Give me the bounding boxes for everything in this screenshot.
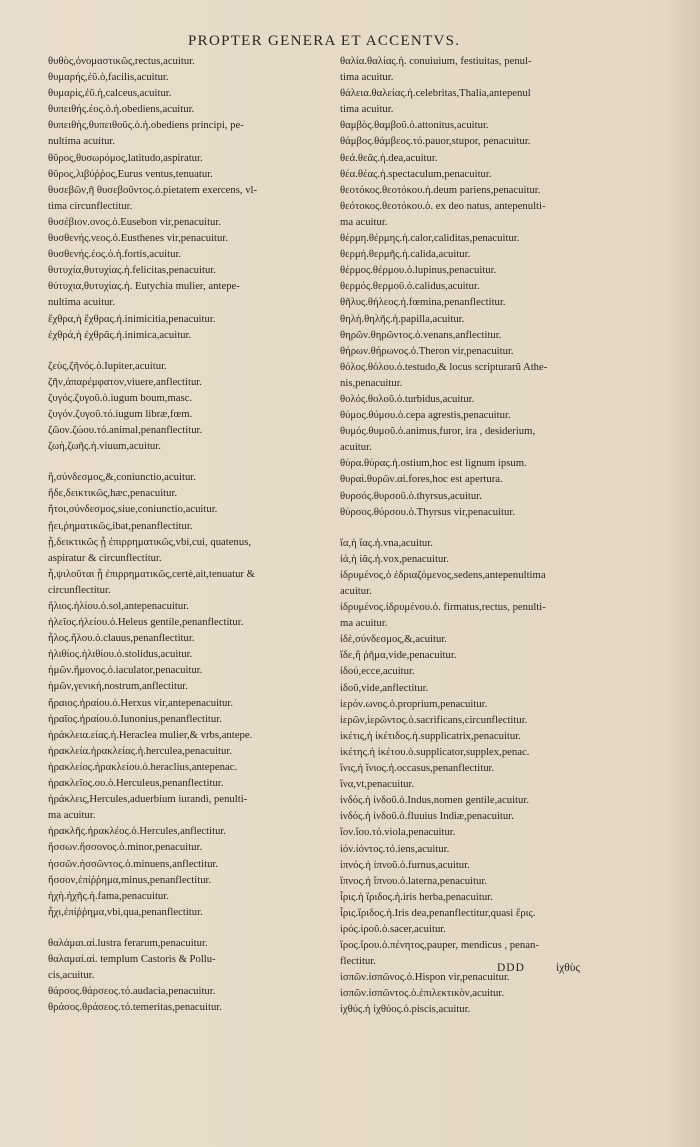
dictionary-line: ἥλιος.ἡλίου.ὁ.sol,antepenacuitur. — [48, 600, 189, 612]
dictionary-line: nis,penacuitur. — [340, 376, 403, 389]
section-gap — [48, 343, 318, 358]
running-header: PROPTER GENERA ET ACCENTVS. — [188, 33, 461, 49]
dictionary-line: θυπειθὴς,θυπειθοῦς.ὁ.ἡ.obediens principi, pe- — [48, 119, 244, 132]
dictionary-line: ἴον.ἴου.τό.viola,penacuitur. — [340, 826, 456, 839]
dictionary-line: ἱερόν.ωνος.ὁ.proprium,penacuitur. — [340, 697, 488, 710]
dictionary-line: ᾗ,δεικτικῶς ᾗ ἐπιρρηματικῶς,vbi,cui, quatenus, — [48, 535, 252, 548]
dictionary-line: ἶρις.ἡ ἴριδος.ἡ.iris herba,penacuitur. — [340, 890, 493, 903]
dictionary-line: θύρα.θύρας.ἡ.ostium,hoc est lignum ipsum. — [340, 457, 527, 470]
dictionary-line: θυρσός.θυρσοῦ.ὁ.thyrsus,acuitur. — [340, 489, 482, 502]
dictionary-line: ἡρακλείος.ἡρακλείου.ὁ.heraclius,antepenac. — [48, 760, 238, 773]
dictionary-line: ζῶον.ζώου.τό.animal,penanflectitur. — [48, 424, 203, 437]
dictionary-line: ἥδε,δεικτικῶς,hæc,penacuitur. — [48, 487, 178, 500]
left-column — [48, 53, 318, 1015]
section-gap — [48, 920, 318, 935]
dictionary-line: ἰχθύς.ἡ ἰχθύος.ὁ.piscis,acuitur. — [340, 1003, 471, 1016]
dictionary-line: θῦρος,θυσωρόμος,latitudo,aspiratur. — [48, 151, 203, 164]
dictionary-line: ἱκέτης.ἡ ἱκέτου.ὁ.supplicator,supplex,penac. — [340, 745, 530, 758]
dictionary-line: ἡράκλεια.είας.ἡ.Heraclea mulier,& vrbs,antepe. — [48, 728, 253, 741]
dictionary-line: ἔχθρα,ἡ ἔχθρας.ἡ.inimicitia,penacuitur. — [48, 312, 216, 325]
dictionary-line: ἥσσων.ἥσσονος.ὁ.minor,penacuitur. — [48, 841, 203, 854]
dictionary-line: ἠλιθίος.ἠλιθίου.ὁ.stolidus,acuitur. — [48, 648, 193, 661]
dictionary-line: ἵνα,vt,penacuitur. — [340, 778, 415, 791]
signature-mark: DDD — [497, 962, 525, 974]
dictionary-line: ἠμῶν.ἤμονος.ὁ.iaculator,penacuitur. — [48, 664, 203, 677]
section-gap — [340, 520, 600, 535]
dictionary-line: θάμβος.θάμβεος.τό.pauor,stupor, penacuitur. — [340, 135, 531, 148]
dictionary-line: ἱρός.ἱροῦ.ὁ.sacer,acuitur. — [340, 922, 446, 935]
dictionary-line: ἰά,ἡ ἰᾶς.ἡ.vox,penacuitur. — [340, 552, 449, 565]
dictionary-line: θολός.θολοῦ.ὁ.turbidus,acuitur. — [340, 392, 475, 405]
dictionary-line: ἡραῖος.ἡραίου.ὁ.Iunonius,penanflectitur. — [48, 712, 222, 725]
dictionary-line: ἡρακλεῖος.ου.ὁ.Herculeus,penanflectitur. — [48, 777, 224, 790]
dictionary-line: tima acuitur. — [340, 103, 394, 116]
dictionary-line: ζῆν,ἀπαρέμφατον,viuere,anflectitur. — [48, 375, 202, 388]
dictionary-line: θυσθενής.νεος.ὁ.Eusthenes vir,penacuitur. — [48, 232, 228, 245]
dictionary-line: ἰσπῶν.ἰσπῶντος.ὁ.ἐπιλεκτικὸν,acuitur. — [340, 987, 505, 1000]
dictionary-line: θηρῶν.θηρῶντος.ὁ.venans,anflectitur. — [340, 328, 502, 341]
dictionary-line: ἢ,σύνδεσμος,&,coniunctio,acuitur. — [48, 471, 196, 484]
dictionary-line: ἶρις.ἴριδος.ἡ.Iris dea,penanflectitur,quasi ἔρις. — [340, 906, 536, 919]
dictionary-line: ἰνδός.ἡ ἰνδοῦ.ὁ.Indus,nomen gentile,acuitur. — [340, 794, 530, 807]
dictionary-line: θόλος.θόλου.ὁ.testudo,& locus scripturarũ Athe- — [340, 360, 548, 373]
section-gap — [48, 454, 318, 469]
dictionary-line: ἦ,ψιλοῦται ᾗ ἐπιρρηματικῶς,certè,ait,tenuatur & — [48, 567, 255, 580]
dictionary-line: ζυγόν.ζυγοῦ.τό.iugum libræ,fœm. — [48, 407, 193, 420]
dictionary-line: ἱδρυμένος.ἱδρυμένου.ὁ. firmatus,rectus, penulti- — [340, 601, 546, 614]
dictionary-line: tima circunflectitur. — [48, 199, 133, 212]
dictionary-line: ἴρος.ἴρου.ὁ.πένητος,pauper, mendicus , penan- — [340, 939, 539, 952]
dictionary-line: ζυγός.ζυγοῦ.ὁ.iugum boum,masc. — [48, 391, 193, 404]
dictionary-line: θῦρος,λιβύῤῥος,Eurus ventus,tenuatur. — [48, 167, 213, 180]
dictionary-line: ἧλος.ἥλου.ὁ.clauus,penanflectitur. — [48, 632, 195, 645]
dictionary-line: θυσέβιον.ονος.ὁ.Eusebon vir,penacuitur. — [48, 215, 222, 228]
dictionary-line: θέα.θέας.ἡ.spectaculum,penacuitur. — [340, 167, 492, 180]
dictionary-line: θαλαμαί.αἱ. templum Castoris & Pollu- — [48, 952, 216, 965]
dictionary-line: circunflectitur. — [48, 583, 111, 596]
dictionary-line: θεά.θεᾶς.ἡ.dea,acuitur. — [340, 151, 438, 164]
dictionary-line: θαμβὸς.θαμβοῦ.ὁ.attonitus,acuitur. — [340, 119, 489, 132]
dictionary-line: θήρων.θήρωνος.ὁ.Theron vir,penacuitur. — [340, 344, 514, 357]
dictionary-line: acuitur. — [340, 585, 372, 597]
dictionary-line: ἱερῶν,ἱερῶντος.ὁ.sacrificans,circunflectitur. — [340, 713, 528, 726]
dictionary-line: ἴπνος.ἡ ἴπνου.ὁ.laterna,penacuitur. — [340, 874, 487, 887]
dictionary-line: aspiratur & circunflectitur. — [48, 551, 162, 564]
dictionary-line: θεοτόκος.θεοτόκου.ἡ.deum pariens,penacuitur. — [340, 183, 541, 196]
right-column — [340, 53, 600, 1018]
dictionary-line: ἰδὲ,σύνδεσμος,&,acuitur. — [340, 633, 447, 646]
dictionary-line: ἴνις,ἡ ἴνιος.ἡ.occasus,penanflectitur. — [340, 762, 495, 775]
dictionary-line: ἡράκλεις,Hercules,aduerbium iurandi, penulti- — [48, 793, 248, 806]
dictionary-line: θυθὸς,ὀνομαστικῶς,rectus,acuitur. — [48, 55, 195, 67]
dictionary-line: tima acuitur. — [340, 71, 394, 84]
dictionary-line: ma acuitur. — [48, 809, 96, 822]
dictionary-line: θυπειθής.έος.ὁ.ἡ.obediens,acuitur. — [48, 103, 195, 116]
dictionary-line: θύρσος.θύρσου.ὁ.Thyrsus vir,penacuitur. — [340, 505, 515, 518]
dictionary-line: ma acuitur. — [340, 215, 388, 228]
dictionary-line: θάλεια.θαλείας.ἡ.celebritas,Thalia,antepenul — [340, 87, 531, 100]
dictionary-line: ἰδού,ecce,acuitur. — [340, 665, 415, 678]
dictionary-line: θέρμος.θέρμου.ὁ.lupinus,penacuitur. — [340, 264, 497, 277]
dictionary-line: θαλάμαι.αἱ.lustra ferarum,penacuitur. — [48, 936, 208, 949]
page-gutter-shadow — [666, 0, 700, 1147]
dictionary-line: θαλία.θαλίας.ἡ. conuiuium, festiuitas, penul- — [340, 55, 532, 67]
dictionary-line: nultima acuitur. — [48, 296, 116, 309]
dictionary-line: ἰδρυμένος,ὁ ἐδριαζόμενος,sedens,antepenultima — [340, 568, 546, 581]
dictionary-line: ἠλεῖος.ἠλείου.ὁ.Heleus gentile,penanflectitur. — [48, 616, 244, 629]
dictionary-line: ἠχὴ.ἠχῆς.ἡ.fama,penacuitur. — [48, 889, 169, 902]
dictionary-line: flectitur. — [340, 955, 376, 968]
dictionary-line: θερμή.θερμῆς.ἡ.calida,acuitur. — [340, 248, 471, 261]
dictionary-line: nultima acuitur. — [48, 135, 116, 148]
catchword: ἰχθὺς — [556, 962, 580, 974]
dictionary-line: ἰνδός.ἡ ἰνδοῦ.ὁ.fluuius Indiæ,penacuitur. — [340, 810, 514, 823]
dictionary-line: θυμαρής,ἐῦ.ὁ,facilis,acuitur. — [48, 71, 169, 84]
dictionary-line: ζωὴ,ζωῆς.ἡ.viuum,acuitur. — [48, 440, 161, 453]
dictionary-line: ἰόν.ἰόντος.τό.iens,acuitur. — [340, 842, 450, 855]
dictionary-line: θυσεβῶν,ῆ θυσεβοῦντος.ὁ.pietatem exercens, vl- — [48, 183, 258, 196]
dictionary-line: θάρσος.θάρσεος.τό.audacia,penacuitur. — [48, 985, 216, 998]
dictionary-line: θύτυχια,θυτυχίας.ἡ. Eutychia mulier, antepe- — [48, 280, 240, 293]
dictionary-line: ζεὺς,ζῆνός.ὁ.Iupiter,acuitur. — [48, 359, 167, 372]
dictionary-line: ἥσσον,ἐπίῤῥημα,minus,penanflectitur. — [48, 873, 212, 886]
dictionary-line: ma acuitur. — [340, 617, 388, 630]
dictionary-line: ἰπνός.ἡ ἰπνοῦ.ὁ.furnus,acuitur. — [340, 858, 470, 871]
dictionary-line: θῆλυς.θήλεος.ἡ.fœmina,penanflectitur. — [340, 296, 506, 309]
dictionary-line: ἡμῶν,γενική,nostrum,anflectitur. — [48, 680, 188, 693]
dictionary-line: acuitur. — [340, 441, 372, 454]
dictionary-line: θύμος.θύμου.ὁ.cepa agrestis,penacuitur. — [340, 409, 511, 422]
dictionary-line: ἐχθρά,ἡ ἐχθρᾶς.ἡ.inimica,acuitur. — [48, 328, 192, 341]
dictionary-line: ᾔει,ῥηματικῶς,ibat,penanflectitur. — [48, 519, 193, 532]
dictionary-line: ἥραιος.ἡραίου.ὁ.Herxus vir,antepenacuitur. — [48, 696, 234, 709]
dictionary-line: ἤτοι,σύνδεσμος,siue,coniunctio,acuitur. — [48, 503, 218, 516]
dictionary-line: ἴδε,ἢ ῥῆμα,vide,penacuitur. — [340, 649, 457, 662]
dictionary-line: ἰδοῦ,vide,anflectitur. — [340, 681, 429, 694]
dictionary-line: θηλὴ.θηλῆς.ἡ.papilla,acuitur. — [340, 312, 465, 325]
dictionary-line: ἡρακλῆς.ἡρακλέος.ὁ.Hercules,anflectitur. — [48, 825, 227, 838]
dictionary-line: cis,acuitur. — [48, 969, 95, 982]
dictionary-line: θράσος.θράσεος.τό.temeritas,penacuitur. — [48, 1001, 222, 1014]
dictionary-line: ἧχι,ἐπίῤῥημα,vbi,qua,penanflectitur. — [48, 905, 203, 918]
dictionary-line: θυτυχία,θυτυχίας.ἡ.felicitas,penacuitur. — [48, 264, 216, 277]
dictionary-line: θυμός.θυμοῦ.ὁ.animus,furor, ira , desiderium, — [340, 425, 536, 438]
dictionary-line: θέρμη.θέρμης.ἡ.calor,caliditas,penacuitur. — [340, 232, 520, 245]
dictionary-line: θυραὶ.θυρῶν.αἱ.fores,hoc est apertura. — [340, 473, 503, 486]
dictionary-line: θυσθενής.έος.ὁ.ἡ.fortis,acuitur. — [48, 248, 182, 261]
dictionary-line: ἰσπῶν.ἰσπῶνος.ὁ.Hispon vir,penacuitur. — [340, 971, 510, 984]
dictionary-line: θερμός.θερμοῦ.ὁ.calidus,acuitur. — [340, 280, 480, 293]
dictionary-line: θυμαρὶς,ἐῦ.ἡ,calceus,acuitur. — [48, 87, 172, 100]
dictionary-line: ἡρακλεία.ἡρακλείας.ἡ.herculea,penacuitur. — [48, 744, 232, 757]
dictionary-line: ἱκέτις,ἡ ἱκέτιδος.ἡ.supplicatrix,penacuitur. — [340, 729, 521, 742]
dictionary-line: θεότοκος.θεοτόκου.ὁ. ex deo natus, antepenulti- — [340, 199, 546, 212]
dictionary-line: ἡσσῶν.ἡσσῶντος.ὁ.minuens,anflectitur. — [48, 857, 219, 870]
dictionary-line: ἴα,ἡ ἴας.ἡ.vna,acuitur. — [340, 536, 433, 549]
